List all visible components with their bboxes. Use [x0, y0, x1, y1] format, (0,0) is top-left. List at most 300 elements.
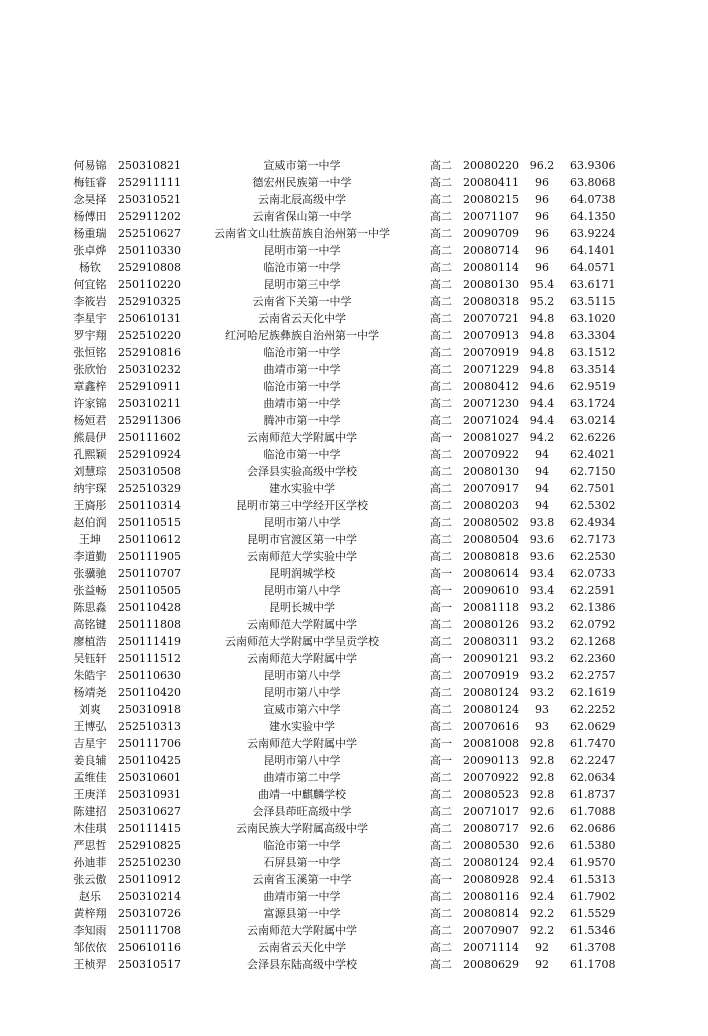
cell-name: 严思哲	[73, 839, 107, 852]
cell-date: 20081008	[463, 737, 519, 750]
cell-school: 曲靖市第一中学	[263, 890, 341, 903]
cell-grade: 高二	[430, 380, 452, 393]
cell-date: 20080814	[463, 907, 519, 920]
cell-school: 云南省文山壮族苗族自治州第一中学	[214, 227, 390, 240]
cell-id: 250110220	[118, 278, 181, 291]
cell-val: 63.6171	[570, 278, 616, 291]
table-row	[0, 769, 708, 786]
table-row	[0, 820, 708, 837]
cell-id: 250310521	[118, 193, 181, 206]
cell-val: 61.7902	[570, 890, 616, 903]
cell-date: 20080530	[463, 839, 519, 852]
cell-name: 王博弘	[73, 720, 107, 733]
cell-id: 250610131	[118, 312, 181, 325]
cell-score: 93.2	[529, 601, 555, 614]
cell-id: 250110428	[118, 601, 181, 614]
cell-date: 20080130	[463, 278, 519, 291]
cell-id: 250110314	[118, 499, 181, 512]
cell-val: 61.5346	[570, 924, 616, 937]
cell-val: 62.4934	[570, 516, 616, 529]
cell-val: 64.1350	[570, 210, 616, 223]
cell-id: 250310211	[118, 397, 181, 410]
cell-date: 20080124	[463, 686, 519, 699]
cell-name: 邹依依	[73, 941, 107, 954]
cell-val: 62.0634	[570, 771, 616, 784]
cell-school: 宣威市第六中学	[263, 703, 341, 716]
cell-school: 会泽县实验高级中学校	[247, 465, 357, 478]
cell-score: 92.2	[529, 907, 555, 920]
cell-name: 陈思淼	[73, 601, 107, 614]
cell-date: 20080318	[463, 295, 519, 308]
cell-score: 92.8	[529, 771, 555, 784]
cell-name: 梅钰睿	[73, 176, 107, 189]
cell-name: 李星宇	[73, 312, 107, 325]
cell-val: 62.0792	[570, 618, 616, 631]
cell-val: 63.0214	[570, 414, 616, 427]
cell-grade: 高二	[430, 363, 452, 376]
cell-grade: 高二	[430, 533, 452, 546]
cell-id: 250610116	[118, 941, 181, 954]
cell-score: 92.6	[529, 805, 555, 818]
cell-val: 61.7470	[570, 737, 616, 750]
cell-school: 昆明市第八中学	[263, 754, 341, 767]
cell-grade: 高二	[430, 618, 452, 631]
cell-name: 陈建招	[73, 805, 107, 818]
cell-val: 62.1386	[570, 601, 616, 614]
cell-school: 建水实验中学	[269, 482, 335, 495]
cell-date: 20071230	[463, 397, 519, 410]
table-row	[0, 463, 708, 480]
cell-id: 250111415	[118, 822, 181, 835]
cell-name: 张欣怡	[73, 363, 107, 376]
table-row	[0, 191, 708, 208]
cell-name: 熊晨伊	[73, 431, 107, 444]
cell-date: 20080126	[463, 618, 519, 631]
cell-date: 20080215	[463, 193, 519, 206]
table-row	[0, 361, 708, 378]
cell-name: 吴钰轩	[73, 652, 107, 665]
cell-name: 何易锦	[73, 159, 107, 172]
cell-school: 昆明润城学校	[269, 567, 335, 580]
cell-grade: 高一	[430, 754, 452, 767]
cell-date: 20080523	[463, 788, 519, 801]
cell-school: 曲靖一中麒麟学校	[258, 788, 346, 801]
cell-school: 宣威市第一中学	[263, 159, 341, 172]
cell-score: 94	[535, 448, 549, 461]
cell-val: 63.9224	[570, 227, 616, 240]
cell-school: 昆明市第八中学	[263, 584, 341, 597]
cell-id: 250110425	[118, 754, 181, 767]
cell-score: 92	[535, 941, 549, 954]
cell-id: 250310821	[118, 159, 181, 172]
cell-date: 20070922	[463, 448, 519, 461]
cell-date: 20080130	[463, 465, 519, 478]
cell-score: 93.4	[529, 584, 555, 597]
cell-score: 93.8	[529, 516, 555, 529]
cell-name: 何宜铭	[73, 278, 107, 291]
cell-name: 廖植浩	[73, 635, 107, 648]
table-row	[0, 837, 708, 854]
cell-score: 93.6	[529, 533, 555, 546]
cell-grade: 高一	[430, 873, 452, 886]
cell-date: 20080504	[463, 533, 519, 546]
cell-date: 20071017	[463, 805, 519, 818]
cell-name: 李知雨	[73, 924, 107, 937]
cell-date: 20071114	[463, 941, 519, 954]
cell-date: 20080411	[463, 176, 519, 189]
cell-score: 96	[535, 227, 549, 240]
cell-date: 20070917	[463, 482, 519, 495]
cell-val: 63.8068	[570, 176, 616, 189]
cell-grade: 高二	[430, 924, 452, 937]
cell-score: 94.6	[529, 380, 555, 393]
cell-id: 250310508	[118, 465, 181, 478]
table-row	[0, 616, 708, 633]
cell-val: 62.2247	[570, 754, 616, 767]
cell-school: 富源县第一中学	[263, 907, 341, 920]
cell-grade: 高二	[430, 159, 452, 172]
cell-val: 63.1512	[570, 346, 616, 359]
cell-score: 94.2	[529, 431, 555, 444]
cell-score: 93.2	[529, 669, 555, 682]
cell-id: 252510313	[118, 720, 181, 733]
cell-score: 96	[535, 210, 549, 223]
cell-school: 云南师范大学附属中学	[247, 618, 357, 631]
cell-grade: 高二	[430, 958, 452, 971]
cell-score: 92.4	[529, 890, 555, 903]
cell-date: 20080124	[463, 856, 519, 869]
cell-id: 252910825	[118, 839, 181, 852]
table-row	[0, 684, 708, 701]
cell-name: 王桢羿	[73, 958, 107, 971]
table-row	[0, 582, 708, 599]
cell-date: 20090121	[463, 652, 519, 665]
cell-id: 250310517	[118, 958, 181, 971]
cell-score: 94	[535, 499, 549, 512]
cell-name: 杨重瑞	[73, 227, 107, 240]
cell-score: 94.8	[529, 346, 555, 359]
cell-val: 63.1020	[570, 312, 616, 325]
cell-id: 252911111	[118, 176, 181, 189]
cell-val: 61.1708	[570, 958, 616, 971]
table-row	[0, 514, 708, 531]
cell-score: 96	[535, 244, 549, 257]
cell-school: 曲靖市第一中学	[263, 363, 341, 376]
cell-val: 62.7501	[570, 482, 616, 495]
cell-val: 61.5529	[570, 907, 616, 920]
cell-val: 64.1401	[570, 244, 616, 257]
cell-val: 62.0629	[570, 720, 616, 733]
cell-grade: 高二	[430, 805, 452, 818]
cell-name: 王旖彤	[73, 499, 107, 512]
cell-date: 20090709	[463, 227, 519, 240]
cell-id: 252910808	[118, 261, 181, 274]
cell-grade: 高二	[430, 499, 452, 512]
cell-id: 250111808	[118, 618, 181, 631]
cell-score: 94	[535, 465, 549, 478]
cell-id: 250310627	[118, 805, 181, 818]
cell-school: 昆明长城中学	[269, 601, 335, 614]
cell-val: 62.4021	[570, 448, 616, 461]
cell-school: 会泽县东陆高级中学校	[247, 958, 357, 971]
cell-school: 云南师范大学实验中学	[247, 550, 357, 563]
cell-score: 92.8	[529, 737, 555, 750]
cell-score: 93.2	[529, 652, 555, 665]
cell-id: 252510627	[118, 227, 181, 240]
cell-name: 章鑫梓	[73, 380, 107, 393]
cell-val: 64.0571	[570, 261, 616, 274]
cell-date: 20090113	[463, 754, 519, 767]
cell-val: 64.0738	[570, 193, 616, 206]
cell-id: 250111706	[118, 737, 181, 750]
cell-id: 252510220	[118, 329, 181, 342]
cell-name: 纳宇琛	[73, 482, 107, 495]
cell-school: 云南省玉溪第一中学	[252, 873, 352, 886]
cell-name: 孔熙颖	[73, 448, 107, 461]
cell-val: 62.2757	[570, 669, 616, 682]
cell-school: 昆明市第一中学	[263, 244, 341, 257]
cell-score: 92	[535, 958, 549, 971]
cell-school: 曲靖市第一中学	[263, 397, 341, 410]
cell-id: 250111419	[118, 635, 181, 648]
cell-date: 20080717	[463, 822, 519, 835]
cell-date: 20070907	[463, 924, 519, 937]
cell-date: 20070721	[463, 312, 519, 325]
table-row	[0, 599, 708, 616]
cell-date: 20080714	[463, 244, 519, 257]
cell-name: 孟维佳	[73, 771, 107, 784]
cell-id: 250111602	[118, 431, 181, 444]
cell-val: 61.9570	[570, 856, 616, 869]
cell-grade: 高二	[430, 635, 452, 648]
cell-val: 62.2530	[570, 550, 616, 563]
cell-score: 96	[535, 261, 549, 274]
table-row	[0, 888, 708, 905]
cell-id: 250310918	[118, 703, 181, 716]
cell-school: 临沧市第一中学	[263, 380, 341, 393]
cell-school: 曲靖市第二中学	[263, 771, 341, 784]
cell-date: 20071107	[463, 210, 519, 223]
cell-val: 62.7173	[570, 533, 616, 546]
cell-id: 250110420	[118, 686, 181, 699]
cell-name: 王庚洋	[73, 788, 107, 801]
table-row	[0, 786, 708, 803]
table-row	[0, 429, 708, 446]
cell-name: 木佳琪	[73, 822, 107, 835]
cell-school: 云南省保山第一中学	[252, 210, 352, 223]
cell-score: 96	[535, 193, 549, 206]
cell-date: 20070922	[463, 771, 519, 784]
table-row	[0, 531, 708, 548]
cell-val: 63.5115	[570, 295, 616, 308]
cell-date: 20080203	[463, 499, 519, 512]
cell-id: 250310214	[118, 890, 181, 903]
cell-val: 63.3514	[570, 363, 616, 376]
cell-grade: 高二	[430, 312, 452, 325]
cell-score: 94.8	[529, 329, 555, 342]
table-row	[0, 293, 708, 310]
cell-id: 250111512	[118, 652, 181, 665]
cell-school: 云南省云天化中学	[258, 941, 346, 954]
cell-name: 黄梓翔	[73, 907, 107, 920]
cell-score: 92.6	[529, 839, 555, 852]
cell-grade: 高二	[430, 822, 452, 835]
cell-school: 临沧市第一中学	[263, 839, 341, 852]
cell-val: 62.0733	[570, 567, 616, 580]
cell-val: 62.0686	[570, 822, 616, 835]
cell-val: 61.5380	[570, 839, 616, 852]
cell-score: 95.4	[529, 278, 555, 291]
cell-date: 20070919	[463, 669, 519, 682]
cell-score: 94.4	[529, 414, 555, 427]
table-row	[0, 310, 708, 327]
cell-val: 62.7150	[570, 465, 616, 478]
cell-school: 建水实验中学	[269, 720, 335, 733]
cell-score: 92.2	[529, 924, 555, 937]
cell-id: 250310232	[118, 363, 181, 376]
cell-grade: 高二	[430, 210, 452, 223]
table-row	[0, 259, 708, 276]
cell-grade: 高二	[430, 346, 452, 359]
cell-id: 252910325	[118, 295, 181, 308]
cell-date: 20080412	[463, 380, 519, 393]
table-row	[0, 344, 708, 361]
table-row	[0, 327, 708, 344]
cell-date: 20070616	[463, 720, 519, 733]
table-row	[0, 497, 708, 514]
cell-school: 云南师范大学附属中学	[247, 737, 357, 750]
table-row	[0, 565, 708, 582]
cell-school: 云南北辰高级中学	[258, 193, 346, 206]
cell-date: 20080124	[463, 703, 519, 716]
cell-grade: 高二	[430, 703, 452, 716]
cell-id: 250110515	[118, 516, 181, 529]
cell-id: 252910816	[118, 346, 181, 359]
cell-date: 20080614	[463, 567, 519, 580]
cell-id: 252510329	[118, 482, 181, 495]
table-row	[0, 956, 708, 973]
cell-score: 94	[535, 482, 549, 495]
table-row	[0, 718, 708, 735]
cell-name: 刘爽	[79, 703, 101, 716]
cell-grade: 高二	[430, 397, 452, 410]
cell-name: 张骥驰	[73, 567, 107, 580]
cell-val: 62.6226	[570, 431, 616, 444]
cell-school: 临沧市第一中学	[263, 346, 341, 359]
cell-name: 杨姮君	[73, 414, 107, 427]
cell-grade: 高二	[430, 193, 452, 206]
cell-date: 20080311	[463, 635, 519, 648]
cell-score: 92.8	[529, 788, 555, 801]
table-row	[0, 208, 708, 225]
cell-name: 赵伯润	[73, 516, 107, 529]
cell-score: 93.2	[529, 686, 555, 699]
cell-name: 张益畅	[73, 584, 107, 597]
cell-school: 会泽县茚旺高级中学	[252, 805, 352, 818]
cell-name: 李筱岩	[73, 295, 107, 308]
results-table	[0, 157, 708, 973]
cell-school: 云南师范大学附属中学呈贡学校	[225, 635, 379, 648]
table-row	[0, 548, 708, 565]
cell-date: 20080928	[463, 873, 519, 886]
cell-score: 92.8	[529, 754, 555, 767]
cell-date: 20081118	[463, 601, 519, 614]
cell-id: 250310601	[118, 771, 181, 784]
cell-date: 20071024	[463, 414, 519, 427]
table-row	[0, 701, 708, 718]
cell-school: 昆明市官渡区第一中学	[247, 533, 357, 546]
cell-name: 朱皓宇	[73, 669, 107, 682]
cell-score: 93.2	[529, 618, 555, 631]
cell-score: 95.2	[529, 295, 555, 308]
cell-name: 许家锦	[73, 397, 107, 410]
table-row	[0, 939, 708, 956]
cell-id: 252910911	[118, 380, 181, 393]
cell-id: 250110330	[118, 244, 181, 257]
cell-grade: 高二	[430, 176, 452, 189]
table-row	[0, 633, 708, 650]
table-row	[0, 174, 708, 191]
cell-score: 92.4	[529, 856, 555, 869]
cell-name: 赵乐	[79, 890, 101, 903]
cell-score: 93.6	[529, 550, 555, 563]
cell-grade: 高二	[430, 261, 452, 274]
cell-id: 250111708	[118, 924, 181, 937]
cell-name: 张云傲	[73, 873, 107, 886]
cell-school: 云南省下关第一中学	[252, 295, 352, 308]
cell-id: 250110630	[118, 669, 181, 682]
cell-school: 云南师范大学附属中学	[247, 652, 357, 665]
cell-grade: 高二	[430, 414, 452, 427]
table-row	[0, 803, 708, 820]
cell-school: 昆明市第三中学	[263, 278, 341, 291]
cell-grade: 高二	[430, 448, 452, 461]
cell-score: 94.8	[529, 312, 555, 325]
cell-grade: 高二	[430, 856, 452, 869]
table-row	[0, 667, 708, 684]
cell-grade: 高二	[430, 720, 452, 733]
cell-school: 昆明市第八中学	[263, 686, 341, 699]
cell-school: 昆明市第八中学	[263, 516, 341, 529]
cell-school: 德宏州民族第一中学	[252, 176, 352, 189]
cell-date: 20080114	[463, 261, 519, 274]
cell-id: 252911306	[118, 414, 181, 427]
cell-val: 61.7088	[570, 805, 616, 818]
cell-id: 252510230	[118, 856, 181, 869]
cell-grade: 高二	[430, 669, 452, 682]
cell-grade: 高二	[430, 771, 452, 784]
cell-grade: 高一	[430, 584, 452, 597]
cell-val: 61.8737	[570, 788, 616, 801]
cell-id: 252911202	[118, 210, 181, 223]
cell-school: 云南师范大学附属中学	[247, 924, 357, 937]
cell-school: 云南师范大学附属中学	[247, 431, 357, 444]
cell-school: 临沧市第一中学	[263, 261, 341, 274]
table-row	[0, 157, 708, 174]
cell-grade: 高二	[430, 329, 452, 342]
cell-grade: 高二	[430, 465, 452, 478]
cell-name: 罗宇翔	[73, 329, 107, 342]
cell-name: 李道勤	[73, 550, 107, 563]
cell-score: 93	[535, 703, 549, 716]
table-row	[0, 276, 708, 293]
cell-val: 62.2591	[570, 584, 616, 597]
cell-date: 20080502	[463, 516, 519, 529]
table-row	[0, 446, 708, 463]
table-row	[0, 242, 708, 259]
table-row	[0, 752, 708, 769]
cell-val: 62.9519	[570, 380, 616, 393]
